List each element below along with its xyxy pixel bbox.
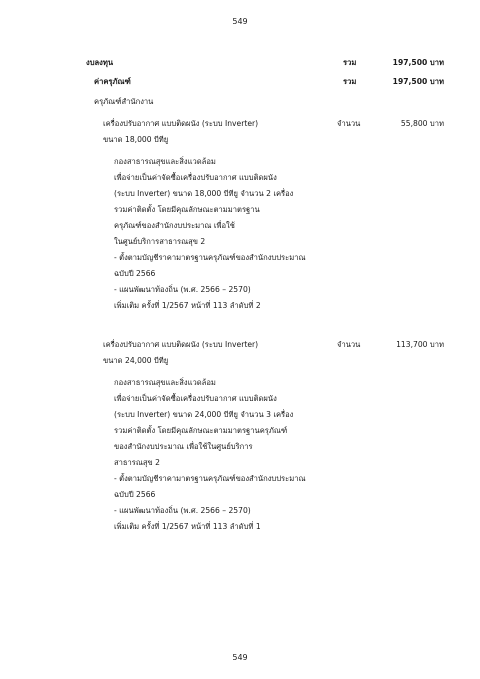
item-detail-line: - ตั้งตามบัญชีราคามาตรฐานครุภัณฑ์ของสำนักงบประมาณ	[114, 253, 306, 262]
item-detail-line: (ระบบ Inverter) ขนาด 18,000 บีทียู จำนวน 2 เครื่อง	[114, 189, 294, 198]
item-title: เครื่องปรับอากาศ แบบติดผนัง (ระบบ Inverter)	[103, 340, 259, 349]
item-detail-line: (ระบบ Inverter) ขนาด 24,000 บีทียู จำนวน 3 เครื่อง	[114, 410, 294, 419]
item-detail-line: รวมค่าติดตั้ง โดยมีคุณลักษณะตามมาตรฐาน	[114, 205, 260, 214]
item-detail-line: - แผนพัฒนาท้องถิ่น (พ.ศ. 2566 – 2570)	[114, 506, 251, 515]
budget-category-total-label: รวม	[343, 58, 357, 67]
item-size: ขนาด 18,000 บีทียู	[103, 135, 169, 144]
page-number-bottom: 549	[232, 653, 248, 662]
budget-category: งบลงทุน	[86, 58, 114, 67]
budget-subcategory-amount: 197,500 บาท	[392, 77, 444, 86]
item-amount: 113,700 บาท	[396, 340, 444, 349]
budget-category-amount: 197,500 บาท	[392, 58, 444, 67]
item-detail-line: ครุภัณฑ์ของสำนักงบประมาณ เพื่อใช้	[114, 221, 235, 230]
item-detail-line: เพิ่มเติม ครั้งที่ 1/2567 หน้าที่ 113 ลำดับที่ 2	[114, 301, 261, 310]
page-number-top: 549	[232, 17, 248, 26]
item-detail-line: สาธารณสุข 2	[114, 458, 160, 467]
item-detail-line: เพื่อจ่ายเป็นค่าจัดซื้อเครื่องปรับอากาศ แบบติดผนัง	[114, 173, 277, 182]
item-detail-line: กองสาธารณสุขและสิ่งแวดล้อม	[114, 378, 216, 387]
item-detail-line: ในศูนย์บริการสาธารณสุข 2	[114, 237, 206, 246]
item-quantity-label: จำนวน	[337, 119, 361, 128]
budget-subcategory-total-label: รวม	[343, 77, 357, 86]
item-detail-line: - ตั้งตามบัญชีราคามาตรฐานครุภัณฑ์ของสำนักงบประมาณ	[114, 474, 306, 483]
item-detail-line: รวมค่าติดตั้ง โดยมีคุณลักษณะตามมาตรฐานครุภัณฑ์	[114, 426, 288, 435]
item-detail-line: เพื่อจ่ายเป็นค่าจัดซื้อเครื่องปรับอากาศ แบบติดผนัง	[114, 394, 277, 403]
item-amount: 55,800 บาท	[400, 119, 444, 128]
item-detail-line: ของสำนักงบประมาณ เพื่อใช้ในศูนย์บริการ	[114, 442, 253, 451]
budget-section: ครุภัณฑ์สำนักงาน	[94, 97, 154, 106]
item-title: เครื่องปรับอากาศ แบบติดผนัง (ระบบ Inverter)	[103, 119, 259, 128]
item-detail-line: เพิ่มเติม ครั้งที่ 1/2567 หน้าที่ 113 ลำดับที่ 1	[114, 522, 261, 531]
item-detail-line: - แผนพัฒนาท้องถิ่น (พ.ศ. 2566 – 2570)	[114, 285, 251, 294]
item-detail-line: ฉบับปี 2566	[114, 269, 156, 278]
budget-subcategory: ค่าครุภัณฑ์	[94, 77, 131, 86]
item-detail-line: ฉบับปี 2566	[114, 490, 156, 499]
item-detail-line: กองสาธารณสุขและสิ่งแวดล้อม	[114, 157, 216, 166]
item-quantity-label: จำนวน	[337, 340, 361, 349]
item-size: ขนาด 24,000 บีทียู	[103, 356, 169, 365]
